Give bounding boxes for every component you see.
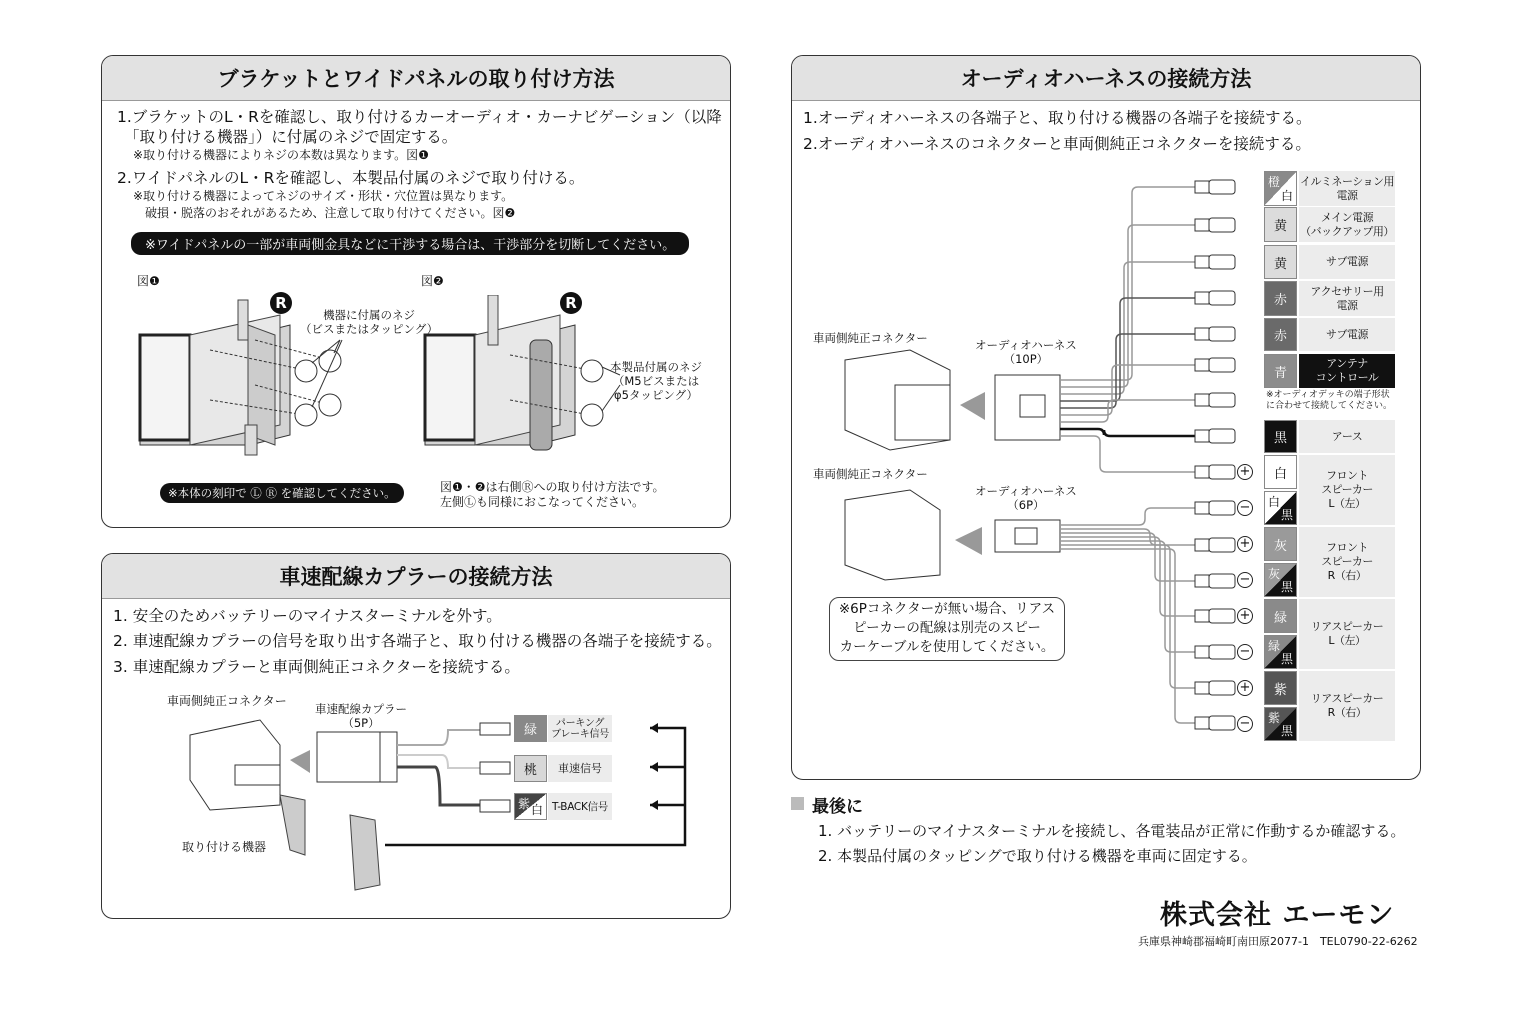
terminal-icon xyxy=(1195,465,1235,479)
terminal-icon xyxy=(1195,291,1235,305)
section-title: オーディオハーネスの接続方法 xyxy=(792,56,1420,101)
note-text: 破損・脱落のおそれがあるため、注意して取り付けてください。図❷ xyxy=(145,206,516,220)
terminal-icon xyxy=(1195,180,1235,194)
harness-10p-label: オーディオハーネス （10P） xyxy=(975,338,1077,366)
minus-sign-icon: − xyxy=(1237,716,1253,732)
step-text: 「取り付ける機器」）に付属のネジで固定する。 xyxy=(124,128,458,146)
coupler-label: 車速配線カプラー （5P） xyxy=(315,702,407,730)
speaker-label: リアスピーカー L（左） xyxy=(1299,599,1395,669)
section-title: 車速配線カプラーの接続方法 xyxy=(102,554,730,599)
wire-color-badge: 桃 xyxy=(514,755,547,782)
coupler-diagram xyxy=(180,705,690,895)
terminal-note: ※オーディオデッキの端子形状 に合わせて接続してください。 xyxy=(1266,390,1393,411)
color-secondary: 黒 xyxy=(1280,652,1293,666)
color-primary: 紫 xyxy=(1268,711,1281,725)
right-side-mark: R xyxy=(560,292,582,314)
speaker-label: リアスピーカー R（右） xyxy=(1299,671,1395,741)
screw-label: 機器に付属のネジ （ビスまたはタッピング） xyxy=(300,308,439,336)
color-secondary: 白 xyxy=(1280,189,1293,203)
wire-function-label: アンテナ コントロール xyxy=(1299,354,1395,388)
step-text: 1. バッテリーのマイナスターミナルを接続し、各電装品が正常に作動するか確認する。 xyxy=(818,822,1406,840)
speaker-label: フロント スピーカー L（左） xyxy=(1299,455,1395,525)
step-text: 2.ワイドパネルのL・Rを確認し、本製品付属のネジで取り付ける。 xyxy=(117,169,585,187)
wire-function-label: サブ電源 xyxy=(1299,318,1395,351)
step-text: 1.ブラケットのL・Rを確認し、取り付けるカーオーディオ・カーナビゲーション（以降 xyxy=(117,108,722,126)
wire-color-badge-plus: 緑 xyxy=(1264,599,1297,633)
step-text: 2. 本製品付属のタッピングで取り付ける機器を車両に固定する。 xyxy=(818,847,1257,865)
color-primary: 白 xyxy=(1268,495,1281,509)
plus-sign-icon: + xyxy=(1237,464,1253,480)
step-text: 2. 車速配線カプラーの信号を取り出す各端子と、取り付ける機器の各端子を接続する。 xyxy=(113,632,722,650)
screw-label: 本製品付属のネジ （M5ビスまたは φ5タッピング） xyxy=(610,360,702,402)
vehicle-connector-label: 車両側純正コネクター xyxy=(813,331,928,345)
wire-function-label: サブ電源 xyxy=(1299,245,1395,279)
section-title: ブラケットとワイドパネルの取り付け方法 xyxy=(102,56,730,101)
wire-label: パーキング ブレーキ信号 xyxy=(548,715,612,742)
wire-color-badge-plus: 白 xyxy=(1264,455,1297,489)
warning-banner: ※ワイドパネルの一部が車両側金具などに干渉する場合は、干渉部分を切断してください。 xyxy=(131,232,689,255)
minus-sign-icon: − xyxy=(1237,500,1253,516)
wire-color-badge: 赤 xyxy=(1264,281,1297,316)
terminal-icon xyxy=(1195,255,1235,269)
note-text: 図❶・❷は右側Ⓡへの取り付け方法です。 xyxy=(440,480,665,494)
terminal-icon xyxy=(1195,681,1235,695)
step-text: 1. 安全のためバッテリーのマイナスターミナルを外す。 xyxy=(113,607,502,625)
wire-color-badge: 赤 xyxy=(1264,318,1297,351)
note-text: 左側Ⓛも同様におこなってください。 xyxy=(440,495,645,509)
wire-label: T-BACK信号 xyxy=(548,793,612,820)
device-label: 取り付ける機器 xyxy=(182,840,267,854)
color-primary: 灰 xyxy=(1268,567,1281,581)
terminal-icon xyxy=(1195,609,1235,623)
figure-label: 図❷ xyxy=(421,274,444,288)
minus-sign-icon: − xyxy=(1237,644,1253,660)
wire-color-badge-minus xyxy=(1264,491,1297,525)
figure-label: 図❶ xyxy=(137,274,160,288)
step-text: 3. 車速配線カプラーと車両側純正コネクターを接続する。 xyxy=(113,658,520,676)
terminal-icon xyxy=(1195,501,1235,515)
lr-confirm-banner: ※本体の刻印で Ⓛ Ⓡ を確認してください。 xyxy=(160,483,404,503)
wire-function-label: アクセサリー用 電源 xyxy=(1299,281,1395,316)
terminal-icon xyxy=(1195,358,1235,372)
terminal-icon xyxy=(1195,645,1235,659)
harness-wire xyxy=(1060,225,1195,387)
plus-sign-icon: + xyxy=(1237,680,1253,696)
minus-sign-icon: − xyxy=(1237,572,1253,588)
vehicle-connector-label: 車両側純正コネクター xyxy=(167,694,287,708)
section-bullet-icon xyxy=(791,797,804,810)
wire-color-badge-minus xyxy=(1264,635,1297,669)
terminal-icon xyxy=(1195,429,1235,443)
harness-wire xyxy=(1060,508,1195,525)
wire-function-label: メイン電源 （バックアップ用） xyxy=(1299,207,1395,242)
speaker-label: フロント スピーカー R（右） xyxy=(1299,527,1395,597)
wire-color-badge-plus: 紫 xyxy=(1264,671,1297,705)
wire-function-label: アース xyxy=(1299,420,1395,453)
color-primary: 橙 xyxy=(1268,175,1281,189)
color-primary: 紫 xyxy=(518,797,531,811)
terminal-icon xyxy=(1195,393,1235,407)
color-secondary: 黒 xyxy=(1280,580,1293,594)
wire-color-badge xyxy=(514,793,547,820)
terminal-icon xyxy=(1195,538,1235,552)
right-side-mark: R xyxy=(270,292,292,314)
wire-color-badge: 青 xyxy=(1264,354,1297,388)
terminal-icon xyxy=(1195,327,1235,341)
note-text: ※取り付ける機器によりネジの本数は異なります。図❶ xyxy=(133,148,429,162)
company-logo: 株式会社 エーモン xyxy=(1160,900,1395,931)
step-text: 2.オーディオハーネスのコネクターと車両側純正コネクターを接続する。 xyxy=(803,135,1311,153)
vehicle-connector-label: 車両側純正コネクター xyxy=(813,467,928,481)
plus-sign-icon: + xyxy=(1237,536,1253,552)
step-text: 1.オーディオハーネスの各端子と、取り付ける機器の各端子を接続する。 xyxy=(803,109,1312,127)
wire-color-badge-plus: 灰 xyxy=(1264,527,1297,561)
harness-wiring-diagram xyxy=(800,170,1260,750)
wire-label: 車速信号 xyxy=(548,755,612,782)
wire-color-badge-minus xyxy=(1264,563,1297,597)
note-text: ※取り付ける機器によってネジのサイズ・形状・穴位置は異なります。 xyxy=(133,189,514,203)
color-secondary: 黒 xyxy=(1280,724,1293,738)
harness-wire xyxy=(1060,400,1195,422)
six-p-note: ※6Pコネクターが無い場合、リアス ピーカーの配線は別売のスピー カーケーブルを使用してください。 xyxy=(829,597,1065,661)
terminal-icon xyxy=(1195,716,1235,730)
color-secondary: 黒 xyxy=(1280,508,1293,522)
final-title: 最後に xyxy=(812,797,863,817)
color-secondary: 白 xyxy=(530,803,543,817)
terminal-icon xyxy=(1195,218,1235,232)
harness-wire xyxy=(1060,436,1195,472)
wire-color-badge-minus xyxy=(1264,707,1297,741)
wire-color-badge: 黄 xyxy=(1264,245,1297,279)
color-primary: 緑 xyxy=(1268,639,1281,653)
harness-wire xyxy=(1060,549,1195,723)
harness-6p-label: オーディオハーネス （6P） xyxy=(975,484,1077,512)
plus-sign-icon: + xyxy=(1237,608,1253,624)
harness-wire xyxy=(1060,429,1195,436)
wire-color-badge xyxy=(1264,171,1297,206)
company-address: 兵庫県神崎郡福崎町南田原2077-1 TEL0790-22-6262 xyxy=(1138,935,1418,948)
wire-color-badge: 黒 xyxy=(1264,420,1297,453)
terminal-icon xyxy=(1195,574,1235,588)
wire-color-badge: 緑 xyxy=(514,715,547,742)
wire-color-badge: 黄 xyxy=(1264,207,1297,242)
wire-function-label: イルミネーション用 電源 xyxy=(1299,171,1395,206)
